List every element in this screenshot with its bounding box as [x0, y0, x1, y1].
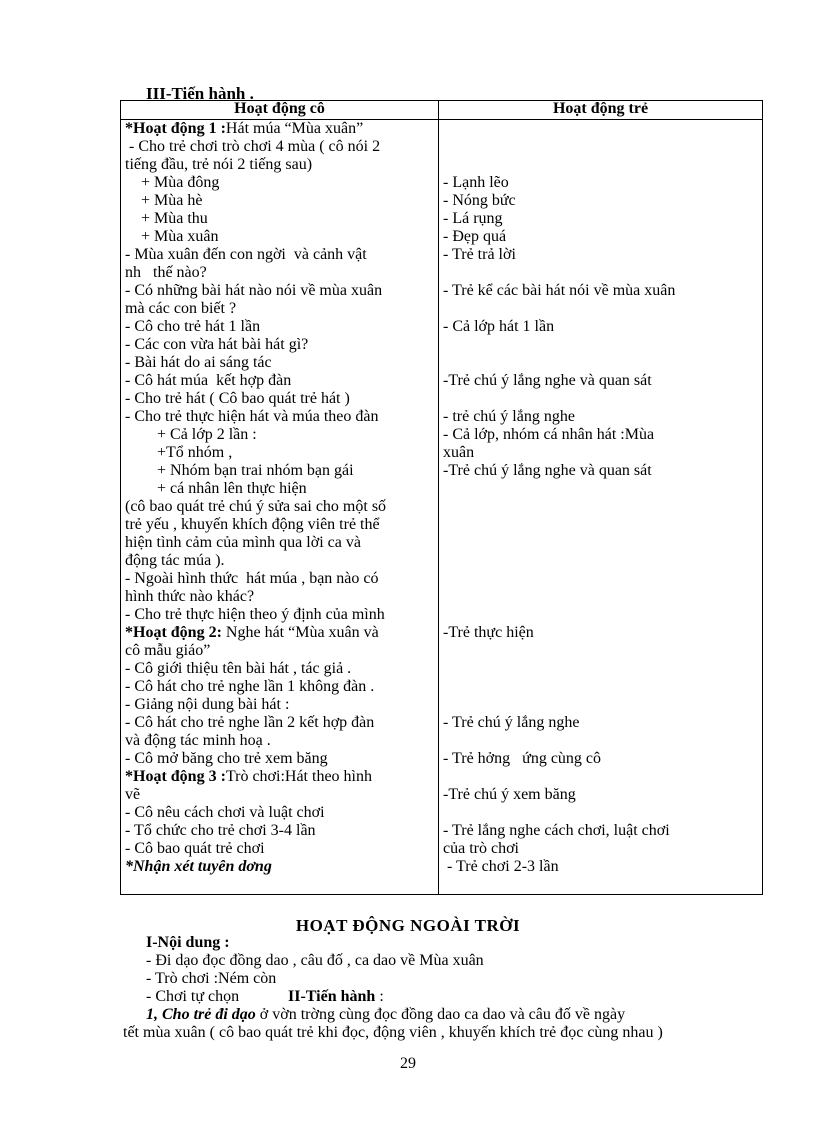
- teacher-activity-line: [125, 264, 434, 282]
- teacher-activity-line: [125, 606, 434, 624]
- child-activity-line: -Trẻ chú ý lắng nghe và quan sát: [443, 462, 652, 479]
- teacher-activity-line: [125, 300, 434, 318]
- teacher-activity-text: - Cô mở băng cho trẻ xem băng: [125, 750, 328, 767]
- teacher-activity-line: [125, 714, 434, 732]
- teacher-activity-text: vẽ: [125, 786, 141, 803]
- child-activity-line: [443, 588, 758, 606]
- header-teacher-activity: Hoạt động cô: [121, 101, 439, 120]
- teacher-activity-text: + Nhóm bạn trai nhóm bạn gái: [125, 462, 354, 479]
- teacher-activity-line: [125, 138, 434, 156]
- teacher-activity-text: + Cả lớp 2 lần :: [125, 426, 257, 443]
- teacher-activity-text: - Cho trẻ thực hiện theo ý định của mình: [125, 606, 385, 623]
- teacher-activity-text: nh thế nào?: [125, 264, 207, 281]
- child-activity-line: [443, 678, 758, 696]
- teacher-activity-text: - Cô hát cho trẻ nghe lần 1 không đàn .: [125, 678, 375, 695]
- child-activity-line: [443, 876, 758, 894]
- activity-table: [120, 100, 763, 895]
- teacher-activity-text: hiện tình cảm của mình qua lời ca và: [125, 534, 361, 551]
- child-activity-line: [443, 156, 758, 174]
- teacher-activity-text: - Cho trẻ chơi trò chơi 4 mùa ( cô nói 2: [125, 138, 381, 155]
- child-activity-line: [443, 552, 758, 570]
- child-activity-line: - Trẻ hởng ứng cùng cô: [443, 750, 602, 767]
- teacher-activity-text: - Giảng nội dung bài hát :: [125, 696, 290, 713]
- teacher-activity-text: - Có những bài hát nào nói về mùa xuân: [125, 282, 383, 299]
- teacher-activity-text: mà các con biết ?: [125, 300, 237, 317]
- teacher-activity-line: [125, 534, 434, 552]
- teacher-activity-line: [125, 750, 434, 768]
- child-activity-line: - Đẹp quá: [443, 228, 507, 245]
- teacher-activity-line: [125, 372, 434, 390]
- teacher-activity-text: - Tổ chức cho trẻ chơi 3-4 lần: [125, 822, 316, 839]
- child-activity-line: - Trẻ chú ý lắng nghe: [443, 714, 580, 731]
- child-activity-line: - Nóng bức: [443, 192, 516, 209]
- teacher-activity-text: tiếng đầu, trẻ nói 2 tiếng sau): [125, 156, 313, 173]
- progress-heading-label: II-Tiến hành: [288, 988, 376, 1005]
- teacher-activity-text: - Ngoài hình thức hát múa , bạn nào có: [125, 570, 379, 587]
- table-header-row: [121, 101, 763, 120]
- child-activity-line: -Trẻ chú ý lắng nghe và quan sát: [443, 372, 652, 389]
- teacher-activity-line: [125, 354, 434, 372]
- teacher-activity-text: động tác múa ).: [125, 552, 225, 569]
- teacher-activity-text: *Hoạt động 2:: [125, 624, 222, 641]
- page-number: 29: [400, 1055, 416, 1072]
- child-activity-line: [443, 390, 758, 408]
- teacher-activity-text: - Cho trẻ thực hiện hát và múa theo đàn: [125, 408, 379, 425]
- teacher-activity-line: [125, 678, 434, 696]
- content-item: - Đi dạo đọc đồng dao , câu đố , ca dao về Mùa xuân: [146, 952, 484, 969]
- teacher-activity-text: - Cô nêu cách chơi và luật chơi: [125, 804, 325, 821]
- child-activity-line: - Lá rụng: [443, 210, 503, 227]
- content-item: - Trò chơi :Ném còn: [146, 970, 277, 987]
- teacher-activity-text: + Mùa hè: [125, 192, 203, 209]
- teacher-activity-text: (cô bao quát trẻ chú ý sửa sai cho một số: [125, 498, 387, 515]
- child-activity-line: [443, 804, 758, 822]
- teacher-activity-text: cô mẫu giáo”: [125, 642, 211, 659]
- header-child-activity: Hoạt động trẻ: [439, 101, 763, 120]
- teacher-activity-line: [125, 498, 434, 516]
- child-activity-line: - Lạnh lẽo: [443, 174, 509, 191]
- teacher-activity-line: [125, 786, 434, 804]
- teacher-activity-text: *Hoạt động 3 :: [125, 768, 226, 785]
- teacher-activity-text: + Mùa thu: [125, 210, 208, 227]
- teacher-activity-text: + cá nhân lên thực hiện: [125, 480, 307, 497]
- child-activity-line: - Trẻ lắng nghe cách chơi, luật chơi: [443, 822, 670, 839]
- teacher-activity-text: Nghe hát “Mùa xuân và: [221, 624, 379, 641]
- child-activity-line: - Trẻ trả lời: [443, 246, 516, 263]
- teacher-activity-text: trẻ yếu , khuyến khích động viên trẻ thể: [125, 516, 380, 533]
- teacher-activity-line: [125, 822, 434, 840]
- teacher-activity-line: [125, 516, 434, 534]
- child-activity-line: [443, 336, 758, 354]
- teacher-activity-text: + Mùa xuân: [125, 228, 219, 245]
- teacher-activity-line: [125, 210, 434, 228]
- teacher-activity-text: - Bài hát do ai sáng tác: [125, 354, 272, 371]
- teacher-activity-line: [125, 804, 434, 822]
- paragraph-lead: 1, Cho trẻ đi dạo: [146, 1006, 256, 1023]
- teacher-activity-line: [125, 426, 434, 444]
- paragraph-rest: ở vờn trờng cùng đọc đồng dao ca dao và câu đố về ngày: [255, 1006, 626, 1023]
- teacher-activity-line: [125, 732, 434, 750]
- child-activity-line: xuân: [443, 444, 475, 461]
- child-activity-line: [443, 660, 758, 678]
- child-activity-line: [443, 732, 758, 750]
- child-activity-line: [443, 768, 758, 786]
- teacher-activity-text: và động tác minh hoạ .: [125, 732, 271, 749]
- teacher-activity-text: Trò chơi:Hát theo hình: [225, 768, 372, 785]
- progress-heading-colon: :: [375, 988, 384, 1005]
- child-activity-line: [443, 300, 758, 318]
- teacher-activity-line: [125, 228, 434, 246]
- child-activity-line: - Cả lớp, nhóm cá nhân hát :Mùa: [443, 426, 655, 443]
- teacher-activity-line: [125, 588, 434, 606]
- teacher-activity-text: *Hoạt động 1 :: [125, 120, 226, 137]
- activity-paragraph-line: tết mùa xuân ( cô bao quát trẻ khi đọc, động viên , khuyến khích trẻ đọc cùng nhau ): [123, 1024, 663, 1041]
- teacher-activity-text: - Cô giới thiệu tên bài hát , tác giả .: [125, 660, 352, 677]
- teacher-activity-text: - Cô cho trẻ hát 1 lần: [125, 318, 261, 335]
- outdoor-section-title: HOẠT ĐỘNG NGOÀI TRỜI: [295, 916, 521, 935]
- child-activity-line: [443, 570, 758, 588]
- section-heading-tien-hanh: III-Tiến hành .: [146, 84, 254, 103]
- child-activity-line: - trẻ chú ý lắng nghe: [443, 408, 575, 425]
- teacher-activity-text: + Mùa đông: [125, 174, 220, 191]
- teacher-activity-line: [125, 318, 434, 336]
- teacher-activity-line: [125, 840, 434, 858]
- teacher-activity-text: - Cho trẻ hát ( Cô bao quát trẻ hát ): [125, 390, 350, 407]
- child-activity-line: [443, 138, 758, 156]
- child-activity-line: - Trẻ kể các bài hát nói về mùa xuân: [443, 282, 676, 299]
- teacher-activity-text: - Cô hát cho trẻ nghe lần 2 kết hợp đàn: [125, 714, 375, 731]
- teacher-activity-line: [125, 858, 434, 876]
- teacher-activity-cell: [121, 120, 439, 895]
- teacher-activity-line: [125, 408, 434, 426]
- teacher-activity-text: Hát múa “Mùa xuân”: [225, 120, 364, 137]
- teacher-activity-line: [125, 120, 434, 138]
- child-activity-line: [443, 498, 758, 516]
- teacher-activity-text: *Nhận xét tuyên dơng: [125, 858, 272, 875]
- teacher-activity-text: - Mùa xuân đến con ngời và cảnh vật: [125, 246, 367, 263]
- child-activity-line: [443, 642, 758, 660]
- child-activity-line: [443, 120, 758, 138]
- activity-paragraph-line: [146, 1006, 625, 1024]
- teacher-activity-line: [125, 768, 434, 786]
- progress-heading: [288, 988, 384, 1006]
- teacher-activity-line: [125, 480, 434, 498]
- child-activity-line: -Trẻ chú ý xem băng: [443, 786, 576, 803]
- teacher-activity-line: [125, 624, 434, 642]
- teacher-activity-line: [125, 174, 434, 192]
- teacher-activity-line: [125, 660, 434, 678]
- teacher-activity-line: [125, 444, 434, 462]
- child-activity-line: [443, 606, 758, 624]
- child-activity-line: [443, 696, 758, 714]
- child-activity-line: [443, 516, 758, 534]
- teacher-activity-line: [125, 642, 434, 660]
- teacher-activity-text: - Các con vừa hát bài hát gì?: [125, 336, 309, 353]
- teacher-activity-text: +Tổ nhóm ,: [125, 444, 233, 461]
- teacher-activity-line: [125, 246, 434, 264]
- teacher-activity-line: [125, 282, 434, 300]
- child-activity-line: [443, 264, 758, 282]
- teacher-activity-text: - Cô hát múa kết hợp đàn: [125, 372, 292, 389]
- content-item: - Chơi tự chọn: [146, 988, 240, 1005]
- child-activity-line: - Trẻ chơi 2-3 lần: [443, 858, 559, 875]
- content-heading: I-Nội dung :: [146, 934, 230, 951]
- child-activity-line: - Cả lớp hát 1 lần: [443, 318, 555, 335]
- teacher-activity-text: - Cô bao quát trẻ chơi: [125, 840, 265, 857]
- teacher-activity-line: [125, 462, 434, 480]
- teacher-activity-line: [125, 570, 434, 588]
- child-activity-line: [443, 354, 758, 372]
- child-activity-cell: [439, 120, 763, 895]
- child-activity-line: [443, 534, 758, 552]
- table-body-row: [121, 120, 763, 895]
- child-activity-line: của trò chơi: [443, 840, 519, 857]
- child-activity-line: -Trẻ thực hiện: [443, 624, 534, 641]
- teacher-activity-line: [125, 192, 434, 210]
- teacher-activity-text: hình thức nào khác?: [125, 588, 255, 605]
- teacher-activity-line: [125, 156, 434, 174]
- teacher-activity-line: [125, 696, 434, 714]
- teacher-activity-line: [125, 552, 434, 570]
- teacher-activity-line: [125, 336, 434, 354]
- child-activity-line: [443, 480, 758, 498]
- teacher-activity-line: [125, 390, 434, 408]
